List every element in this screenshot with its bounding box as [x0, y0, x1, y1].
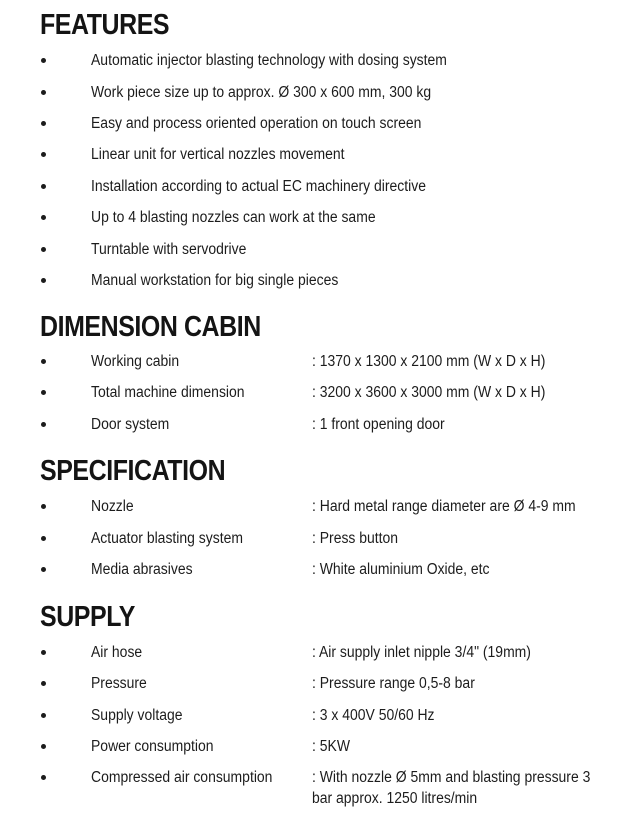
- row-label: Air hose: [91, 644, 143, 661]
- bullet-icon: [41, 567, 46, 572]
- row-label: Media abrasives: [91, 561, 193, 578]
- row-value: : 1370 x 1300 x 2100 mm (W x D x H): [312, 353, 546, 370]
- features-heading: FEATURES: [40, 9, 170, 41]
- bullet-icon: [41, 247, 46, 252]
- row-value: : 3200 x 3600 x 3000 mm (W x D x H): [312, 384, 546, 401]
- dimension-row: [0, 346, 625, 377]
- bullet-icon: [41, 215, 46, 220]
- dimension-row: [0, 409, 625, 440]
- row-label: Power consumption: [91, 738, 214, 755]
- feature-text: Turntable with servodrive: [91, 241, 247, 258]
- row-value: : With nozzle Ø 5mm and blasting pressure 3 bar approx. 1250 litres/min: [312, 769, 591, 807]
- row-value: : 5KW: [312, 738, 350, 755]
- row-value: : 1 front opening door: [312, 416, 445, 433]
- feature-item: [0, 108, 625, 139]
- feature-text: Manual workstation for big single pieces: [91, 272, 339, 289]
- supply-row: [0, 731, 625, 762]
- bullet-icon: [41, 536, 46, 541]
- specification-row: [0, 491, 625, 522]
- dimension-heading: DIMENSION CABIN: [40, 311, 261, 343]
- row-label: Door system: [91, 416, 170, 433]
- row-label: Compressed air consumption: [91, 769, 273, 786]
- bullet-icon: [41, 422, 46, 427]
- row-label: Supply voltage: [91, 707, 183, 724]
- specification-row: [0, 523, 625, 554]
- bullet-icon: [41, 681, 46, 686]
- feature-item: [0, 265, 625, 296]
- row-label: Actuator blasting system: [91, 530, 243, 547]
- row-value: : 3 x 400V 50/60 Hz: [312, 707, 435, 724]
- row-value: : Press button: [312, 530, 399, 547]
- supply-row: [0, 668, 625, 699]
- bullet-icon: [41, 359, 46, 364]
- feature-item: [0, 45, 625, 76]
- bullet-icon: [41, 390, 46, 395]
- row-label: Total machine dimension: [91, 384, 245, 401]
- bullet-icon: [41, 775, 46, 780]
- row-value: : Pressure range 0,5-8 bar: [312, 675, 475, 692]
- feature-text: Up to 4 blasting nozzles can work at the same: [91, 209, 376, 226]
- feature-item: [0, 77, 625, 108]
- feature-text: Easy and process oriented operation on touch screen: [91, 115, 422, 132]
- bullet-icon: [41, 184, 46, 189]
- row-value: : Hard metal range diameter are Ø 4-9 mm: [312, 498, 576, 515]
- feature-text: Work piece size up to approx. Ø 300 x 600 mm, 300 kg: [91, 84, 432, 101]
- feature-item: [0, 234, 625, 265]
- row-label: Pressure: [91, 675, 147, 692]
- row-value: : Air supply inlet nipple 3/4" (19mm): [312, 644, 531, 661]
- supply-row: [0, 762, 625, 812]
- bullet-icon: [41, 278, 46, 283]
- feature-item: [0, 202, 625, 233]
- specification-heading: SPECIFICATION: [40, 455, 226, 487]
- row-label: Working cabin: [91, 353, 180, 370]
- feature-item: [0, 139, 625, 170]
- specification-row: [0, 554, 625, 585]
- feature-text: Automatic injector blasting technology with dosing system: [91, 52, 447, 69]
- bullet-icon: [41, 744, 46, 749]
- bullet-icon: [41, 152, 46, 157]
- dimension-row: [0, 377, 625, 408]
- feature-text: Linear unit for vertical nozzles movement: [91, 146, 345, 163]
- bullet-icon: [41, 650, 46, 655]
- supply-row: [0, 700, 625, 731]
- bullet-icon: [41, 58, 46, 63]
- bullet-icon: [41, 504, 46, 509]
- bullet-icon: [41, 713, 46, 718]
- bullet-icon: [41, 90, 46, 95]
- supply-heading: SUPPLY: [40, 601, 135, 633]
- supply-row: [0, 637, 625, 668]
- bullet-icon: [41, 121, 46, 126]
- feature-item: [0, 171, 625, 202]
- row-label: Nozzle: [91, 498, 134, 515]
- feature-text: Installation according to actual EC machinery directive: [91, 178, 426, 195]
- row-value: : White aluminium Oxide, etc: [312, 561, 490, 578]
